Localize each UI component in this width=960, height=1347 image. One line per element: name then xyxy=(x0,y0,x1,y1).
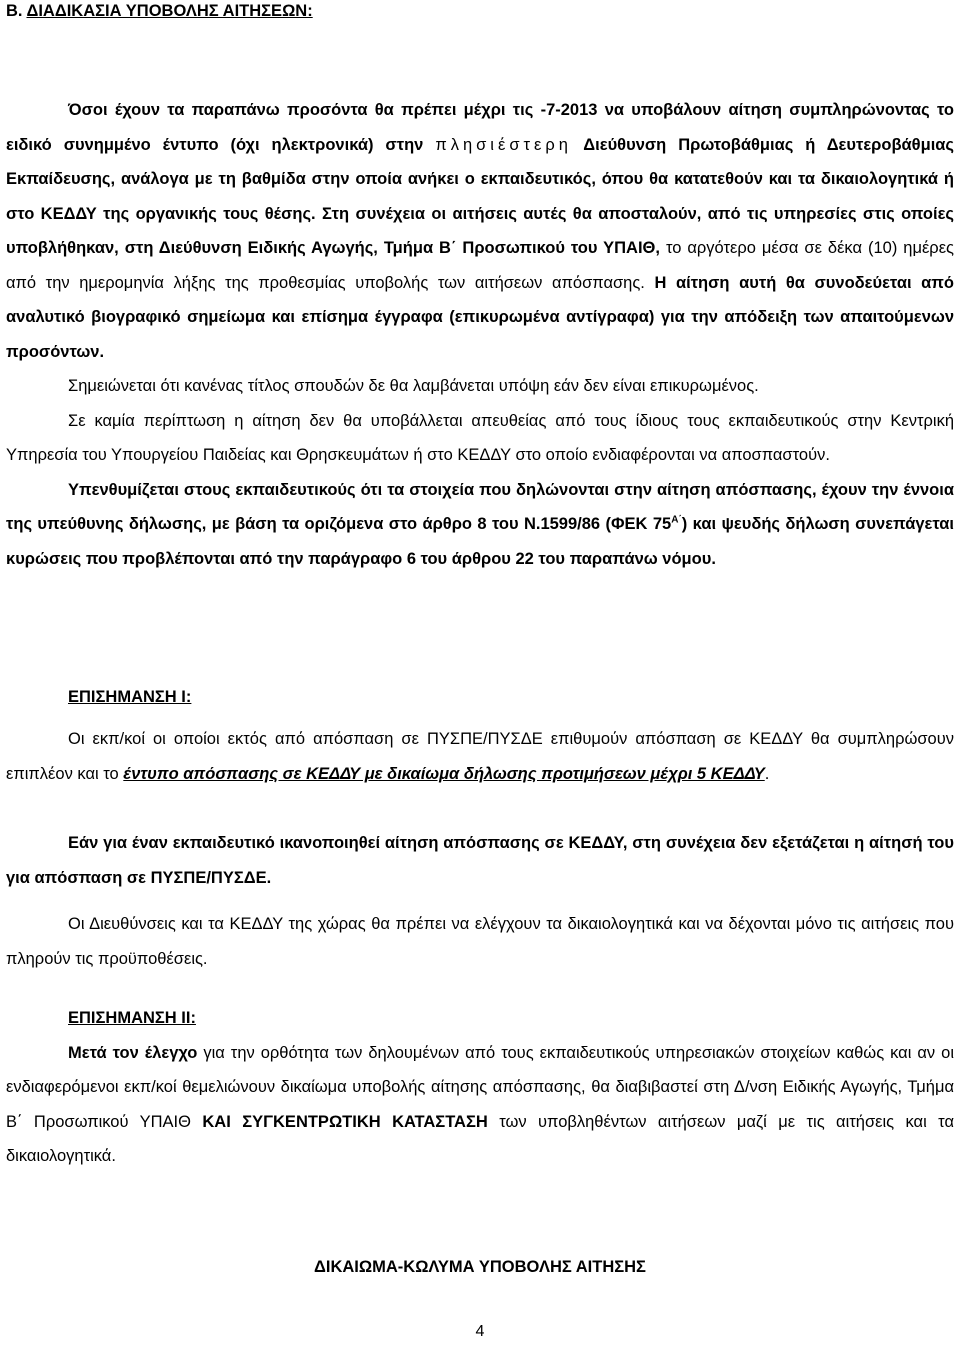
section-heading-b xyxy=(6,0,954,22)
cv-requirement-sentence: Η αίτηση αυτή θα συνοδεύεται από αναλυτικό βιογραφικό σημείωμα και επίσημα έγγραφα (επικυρωμένα αντίγραφα) για την απόδειξη των απαιτούμενων προσόντων. xyxy=(6,273,954,361)
note-1-paragraph-1 xyxy=(6,722,954,791)
deadline-sentence-end: Διεύθυνση Πρωτοβάθμιας ή Δευτεροβάθμιας Εκπαίδευσης, ανάλογα με τη βαθμίδα στην οποία ανήκει ο εκπαιδευτικός, όπου θα κατατεθούν και τα δικαιολογητικά ή στο ΚΕΔΔΥ της οργανικής τους θέσης. xyxy=(6,135,955,223)
section-title: ΔΙΑΔΙΚΑΣΙΑ ΥΠΟΒΟΛΗΣ ΑΙΤΗΣΕΩΝ: xyxy=(26,2,313,20)
fek-superscript: Α΄ xyxy=(671,514,682,526)
note-2-text: για την ορθότητα των δηλουμένων από τους εκπαιδευτικούς υπηρεσιακών στοιχείων καθώς και αν οι ενδιαφερόμενοι εκπ/κοί θεμελιώνουν δικαίωμα υποβολής αίτησης απόσπασης, θα διαβιβαστεί στη Δ/νση Ειδικής Αγωγής, Τμήμα Β΄ Προσωπικού ΥΠΑΙΘ xyxy=(6,1043,954,1131)
note-1-paragraph-3 xyxy=(6,907,954,976)
summary-table-reference: ΚΑΙ ΣΥΓΚΕΝΤΡΩΤΙΚΗ ΚΑΤΑΣΤΑΣΗ xyxy=(202,1112,488,1131)
page-number: 4 xyxy=(475,1323,485,1340)
note-1-end: . xyxy=(764,764,770,783)
certification-note: Σημειώνεται ότι κανένας τίτλος σπουδών δε θα λαμβάνεται υπόψη εάν δεν είναι επικυρωμένος. xyxy=(68,377,759,395)
keddy-form-reference: έντυπο απόσπασης σε ΚΕΔΔΥ με δικαίωμα δήλωσης προτιμήσεων μέχρι 5 ΚΕΔΔΥ xyxy=(123,764,765,783)
forwarding-deadline: το αργότερο μέσα σε δέκα (10) ημέρες από την ημερομηνία λήξης της προθεσμίας υποβολής των αιτήσεων απόσπασης. xyxy=(6,239,954,292)
note-1-text: Οι εκπ/κοί οι οποίοι εκτός από απόσπαση σε ΠΥΣΠΕ/ΠΥΣΔΕ επιθυμούν απόσπαση σε ΚΕΔΔΥ θα συμπληρώσουν επιπλέον και το xyxy=(6,730,954,783)
note-1-heading: ΕΠΙΣΗΜΑΝΣΗ Ι: xyxy=(68,688,192,706)
responsible-declaration-note: Υπενθυμίζεται στους εκπαιδευτικούς ότι τα στοιχεία που δηλώνονται στην αίτηση απόσπασης, έχουν την έννοια της υπεύθυνης δήλωσης, με βάση τα οριζόμενα στο άρθρο 8 του Ν.1599/86 (ΦΕΚ 75 xyxy=(6,480,954,533)
submission-procedure-paragraph xyxy=(6,93,954,576)
spaced-word: πλησιέστερη xyxy=(435,135,572,154)
note-2-text-end: των υποβληθέντων αιτήσεων μαζί με τις αιτήσεις και τα δικαιολογητικά. xyxy=(6,1112,954,1165)
responsible-declaration-note-end: ) και ψευδής δήλωση συνεπάγεται κυρώσεις που προβλέπονται από την παράγραφο 6 του άρθρου 22 του παραπάνω νόμου. xyxy=(6,515,954,568)
forwarding-sentence: Στη συνέχεια οι αιτήσεις αυτές θα αποσταλούν, από τις υπηρεσίες στις οποίες υποβλήθηκαν, στη Διεύθυνση Ειδικής Αγωγής, Τμήμα Β΄ Προσωπικού του ΥΠΑΙΘ, xyxy=(6,204,955,257)
note-2-heading: ΕΠΙΣΗΜΑΝΣΗ ΙΙ: xyxy=(68,1009,196,1027)
note-2-after-check: Μετά τον έλεγχο xyxy=(68,1043,198,1062)
note-2-block xyxy=(6,1001,954,1174)
section-prefix: Β. xyxy=(6,2,27,20)
no-direct-submission-note: Σε καμία περίπτωση η αίτηση δεν θα υποβάλλεται απευθείας από τους ίδιους τους εκπαιδευτικούς στην Κεντρική Υπηρεσία του Υπουργείου Παιδείας και Θρησκευμάτων ή στο ΚΕΔΔΥ στο οποίο ενδιαφέρονται να αποσπαστούν. xyxy=(6,411,954,464)
note-1-check-requirements: Οι Διευθύνσεις και τα ΚΕΔΔΥ της χώρας θα πρέπει να ελέγχουν τα δικαιολογητικά και να δέχονται μόνο τις αιτήσεις που πληρούν τις προϋποθέσεις. xyxy=(6,915,954,968)
note-1-keddy-priority: Εάν για έναν εκπαιδευτικό ικανοποιηθεί αίτηση απόσπασης σε ΚΕΔΔΥ, στη συνέχεια δεν εξετάζεται η αίτησή του για απόσπαση σε ΠΥΣΠΕ/ΠΥΣΔΕ. xyxy=(6,834,954,887)
note-1-paragraph-2 xyxy=(6,826,954,895)
next-section-title: ΔΙΚΑΙΩΜΑ-ΚΩΛΥΜΑ ΥΠΟΒΟΛΗΣ ΑΙΤΗΣΗΣ xyxy=(314,1258,646,1276)
deadline-sentence: Όσοι έχουν τα παραπάνω προσόντα θα πρέπει μέχρι τις -7-2013 να υποβάλουν αίτηση συμπληρώνοντας το ειδικό συνημμένο έντυπο (όχι ηλεκτρονικά) στην xyxy=(6,101,954,154)
